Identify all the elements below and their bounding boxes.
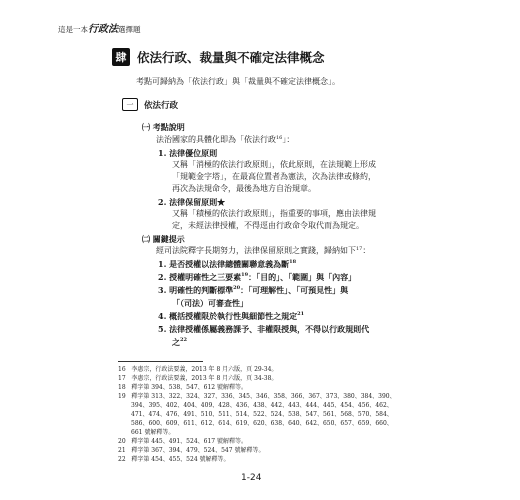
footnote: 17 李惠宗，行政法要義，2013 年 8 月六版，頁 34-38。 (118, 375, 278, 382)
subsection-badge: 一 (122, 98, 138, 111)
footnote-continued: 394、395、402、404、409、428、436、438、442、443、444、445、454、456、462、 (131, 402, 393, 409)
footnote: 22 釋字第 454、455、524 號解釋等。 (118, 456, 230, 463)
footnote-rule (118, 361, 203, 362)
subsection-heading (122, 98, 178, 111)
footnote: 16 李惠宗，行政法要義，2013 年 8 月六版，頁 29-34。 (118, 366, 278, 373)
body-line: 法治國家的具體化即為「依法行政$^{16}$」： (156, 135, 295, 144)
heading-key-points: ㈡ 關鍵提示 (142, 234, 185, 244)
footnote: 18 釋字第 394、538、547、612 號解釋等。 (118, 384, 247, 391)
header-suffix: 選擇題 (118, 25, 141, 34)
header-prefix: 這是一本 (58, 25, 88, 34)
body-line: 定，未經法律授權，不得逕由行政命令取代而為規定。 (172, 221, 364, 230)
list-item: 4. 概括授權限於執行性與細節性之規定$^{21}$ (158, 311, 305, 321)
item-heading: 1. 法律優位原則 (158, 148, 218, 158)
page-number: 1-24 (241, 473, 262, 483)
intro-text: 考點可歸納為「依法行政」與「裁量與不確定法律概念」。 (136, 77, 340, 86)
list-item: 「（司法）可審查性」 (172, 298, 248, 308)
section-badge: 肆 (112, 48, 130, 66)
heading-explanation: ㈠ 考點說明 (142, 122, 185, 132)
list-item: 2. 授權明確性之三要素$^{19}$：「目的」、「範圍」與「內容」 (158, 272, 357, 282)
list-item: 之$^{22}$ (172, 337, 187, 347)
footnote-continued: 661 號解釋等。 (131, 429, 175, 436)
header-brand: 行政法 (88, 24, 118, 35)
list-item: 3. 明確性的判斷標準$^{20}$：「可理解性」、「可預見性」與 (158, 285, 349, 295)
subsection-title: 依法行政 (144, 100, 179, 111)
list-item: 5. 法律授權係屬義務課予、非權限授與，不得以行政規則代 (158, 324, 370, 334)
body-line: 再次為法規命令，最後為地方自治規章。 (172, 184, 316, 193)
footnote: 20 釋字第 445、491、524、617 號解釋等。 (118, 438, 247, 445)
item-heading: 2. 法律保留原則★ (158, 197, 226, 207)
body-line: 經司法院釋字長期努力，法律保留原則之實踐，歸納如下$^{17}$： (156, 246, 371, 255)
footnote: 21 釋字第 367、394、479、524、547 號解釋等。 (118, 447, 265, 454)
footnote-continued: 586、600、609、611、612、614、619、620、638、640、642、650、657、659、660、 (131, 420, 393, 427)
footnote: 19 釋字第 313、322、324、327、336、345、346、358、366、367、373、380、384、390、 (118, 393, 396, 400)
section-title: 依法行政、裁量與不確定法律概念 (137, 50, 325, 65)
body-line: 「規範金字塔」，在最高位置者為憲法，次為法律或條約， (172, 172, 376, 181)
body-line: 又稱「消極的依法行政原則」，依此原則，在法規範上形成 (172, 160, 376, 169)
footnote-continued: 471、474、476、491、510、511、514、522、524、538、547、561、568、570、584、 (131, 411, 393, 418)
body-line: 又稱「積極的依法行政原則」，指重要的事項，應由法律規 (172, 209, 376, 218)
running-header (58, 20, 141, 35)
list-item: 1. 是否授權以法律總體關聯意義為斷$^{18}$ (158, 259, 297, 269)
section-heading (112, 48, 325, 66)
